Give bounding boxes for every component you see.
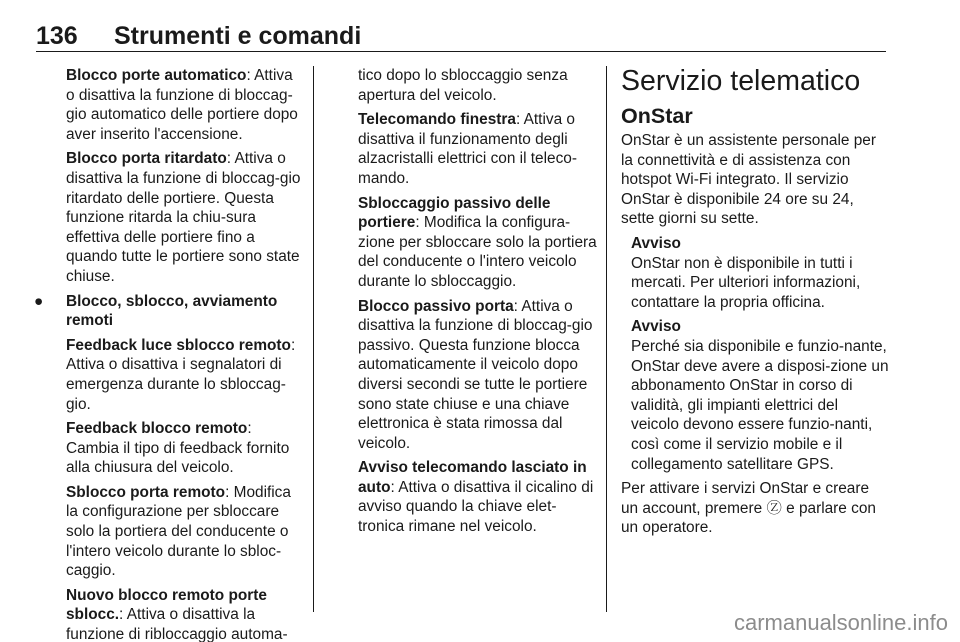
column-1	[34, 66, 304, 642]
setting-term: Blocco porte automatico	[66, 67, 247, 84]
setting-description: Attiva o disattiva il cicalino di avviso quando la chiave elet-tronica rimane nel veicolo.	[358, 478, 594, 536]
header-rule	[36, 51, 886, 52]
notice-text: Perché sia disponibile e funzio-nante, OnStar deve avere a disposi-zione un abbonamento OnStar in corso di validità, gli impianti elettrici del veicolo devono essere funzio-nanti, così come il servizio mobile e il collegamento satellitare GPS.	[631, 337, 889, 473]
setting-entry: Feedback blocco remoto: Cambia il tipo di feedback fornito alla chiusura del veicolo.	[66, 420, 290, 477]
notice-title: Avviso	[631, 234, 681, 252]
setting-entry: Sblocco porta remoto: Modifica la configurazione per sbloccare solo la portiera del conducente o l'intero veicolo durante lo sbloc-caggio.	[66, 483, 291, 580]
setting-description: Attiva o disattiva la funzione di bloccag-gio automatico delle portiere dopo aver inserito l'accensione.	[66, 67, 298, 143]
subsection-title: OnStar	[621, 104, 693, 128]
setting-term: Blocco passivo porta	[358, 297, 514, 315]
onstar-button-icon: Ⓩ	[766, 499, 782, 517]
setting-description: Attiva o disattiva la funzione di bloccag-gio ritardato delle portiere. Questa funzione ritarda la chiu-sura effettiva delle portiere fino a quando tutte le portiere sono state chiuse.	[66, 150, 301, 285]
setting-entry: Nuovo blocco remoto porte sblocc.: Attiva o disattiva la funzione di ribloccaggio automa-	[66, 586, 288, 642]
notice-text: OnStar non è disponibile in tutti i mercati. Per ulteriori informazioni, contattare la propria officina.	[631, 254, 861, 311]
page-number: 136	[36, 22, 78, 50]
column-divider-1	[313, 66, 314, 612]
column-2	[358, 66, 598, 542]
setting-term: Blocco porta ritardato	[66, 150, 227, 168]
setting-entry: Feedback luce sblocco remoto: Attiva o disattiva i segnalatori di emergenza durante lo sbloccag-gio.	[66, 336, 296, 413]
column-divider-2	[606, 66, 607, 612]
setting-term: Nuovo blocco remoto porte sblocc.	[66, 586, 267, 624]
setting-term: Telecomando finestra	[358, 111, 516, 129]
closing-paragraph: Per attivare i servizi OnStar e creare un account, premere Ⓩ e parlare con un operatore.	[621, 480, 876, 537]
setting-term: Feedback luce sblocco remoto	[66, 336, 291, 354]
setting-description: Cambia il tipo di feedback fornito alla chiusura del veicolo.	[66, 439, 290, 477]
notice-title: Avviso	[631, 318, 681, 336]
notice-box	[631, 234, 889, 312]
setting-description: Attiva o disattiva la funzione di ribloccaggio automa-	[66, 606, 288, 642]
setting-entry: Avviso telecomando lasciato in auto: Attiva o disattiva il cicalino di avviso quando la chiave elet-tronica rimane nel veicolo.	[358, 459, 594, 536]
page-title: Strumenti e comandi	[114, 22, 362, 50]
setting-term: Feedback blocco remoto	[66, 420, 248, 438]
column-3	[621, 64, 889, 543]
setting-entry: Blocco porte automatico: Attiva o disattiva la funzione di bloccag-gio automatico delle portiere dopo aver inserito l'accensione.	[66, 67, 298, 143]
setting-description: Attiva o disattiva la funzione di bloccag-gio passivo. Questa funzione blocca automaticamente il veicolo dopo diversi secondi se tutte le portiere sono state chiuse e una chiave elettronica è stata rimossa dal veicolo.	[358, 297, 593, 452]
setting-description: Attiva o disattiva il funzionamento degli alzacristalli elettrici con il teleco-mando.	[358, 111, 577, 187]
continued-text: tico dopo lo sbloccaggio senza apertura del veicolo.	[358, 67, 568, 104]
notice-box	[631, 317, 889, 474]
setting-description: Modifica la configurazione per sbloccare solo la portiera del conducente o l'intero veicolo durante lo sbloc-caggio.	[66, 483, 291, 580]
watermark: carmanualsonline.info	[733, 610, 948, 635]
section-title: Servizio telematico	[621, 65, 861, 97]
bullet-icon: ●	[34, 292, 44, 310]
bullet-heading: ● Blocco, sblocco, avviamento remoti	[34, 292, 278, 330]
page-header	[36, 22, 886, 52]
setting-description: Modifica la configura-zione per sbloccare solo la portiera del conducente o l'intero veicolo durante lo sbloccaggio.	[358, 214, 597, 290]
setting-entry: Blocco passivo porta: Attiva o disattiva la funzione di bloccag-gio passivo. Questa funzione blocca automaticamente il veicolo dopo diversi secondi se tutte le portiere sono state chiuse e una chiave elettronica è stata rimossa dal veicolo.	[358, 297, 593, 452]
setting-entry: Sbloccaggio passivo delle portiere: Modifica la configura-zione per sbloccare solo la portiera del conducente o l'intero veicolo durante lo sbloccaggio.	[358, 194, 597, 290]
setting-term: Sbloccaggio passivo delle portiere	[358, 194, 551, 232]
setting-entry: Telecomando finestra: Attiva o disattiva il funzionamento degli alzacristalli elettrici con il teleco-mando.	[358, 111, 577, 187]
setting-description: Attiva o disattiva i segnalatori di emergenza durante lo sbloccag-gio.	[66, 356, 286, 413]
setting-term: Avviso telecomando lasciato in auto	[358, 459, 587, 496]
setting-entry: Blocco porta ritardato: Attiva o disattiva la funzione di bloccag-gio ritardato delle portiere. Questa funzione ritarda la chiu-sura effettiva delle portiere fino a quando tutte le portiere sono state chiuse.	[66, 150, 301, 285]
setting-term: Sblocco porta remoto	[66, 483, 226, 501]
intro-paragraph: OnStar è un assistente personale per la connettività e di assistenza con hotspot Wi-Fi integrato. Il servizio OnStar è disponibile 24 ore su 24, sette giorni su sette.	[621, 132, 876, 228]
